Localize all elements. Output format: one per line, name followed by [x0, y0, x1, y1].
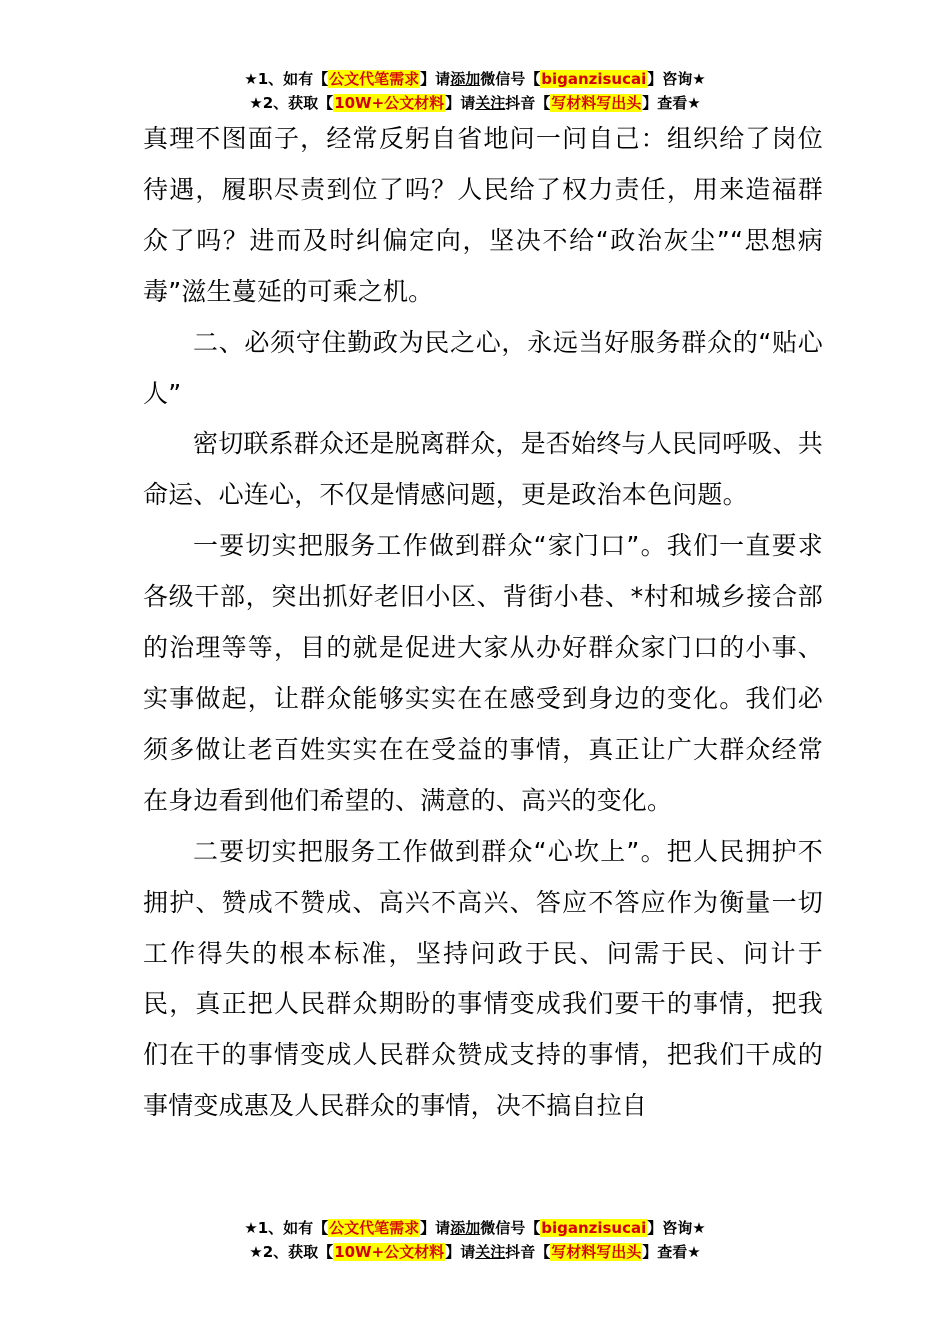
- section-heading: 二、必须守住勤政为民之心，永远当好服务群众的“贴心人”: [143, 327, 823, 408]
- highlight-materials: 10W+公文材料: [334, 94, 445, 112]
- paragraph: 一要切实把服务工作做到群众“家门口”。我们一直要求各级干部，突出抓好老旧小区、背街小巷、*村和城乡接合部的治理等等，目的就是促进大家从办好群众家门口的小事、实事做起，让群众能够实实在在感受到身边的变化。我们必须多做让老百姓实实在在受益的事情，真正让广大群众经常在身边看到他们希望的、满意的、高兴的变化。: [143, 531, 823, 815]
- header-banner-line-2: ★2、获取【10W+公文材料】请关注抖音【写材料写出头】查看★: [249, 94, 701, 112]
- paragraph: 密切联系群众还是脱离群众，是否始终与人民同呼吸、共命运、心连心，不仅是情感问题，更是政治本色问题。: [143, 429, 824, 510]
- highlight-service: 公文代笔需求: [329, 1219, 420, 1237]
- footer-banner-line-2: ★2、获取【10W+公文材料】请关注抖音【写材料写出头】查看★: [249, 1243, 701, 1261]
- footer-banner: [0, 1216, 950, 1264]
- highlight-douyin-account: 写材料写出头: [551, 1243, 642, 1261]
- paragraph-continuation: 真理不图面子，经常反躬自省地问一问自己：组织给了岗位待遇，履职尽责到位了吗？人民给了权力责任，用来造福群众了吗？进而及时纠偏定向，坚决不给“政治灰尘”“思想病毒”滋生蔓延的可乘之机。: [143, 124, 823, 306]
- paragraph: 二要切实把服务工作做到群众“心坎上”。把人民拥护不拥护、赞成不赞成、高兴不高兴、答应不答应作为衡量一切工作得失的根本标准，坚持问政于民、问需于民、问计于民，真正把人民群众期盼的事情变成我们要干的事情，把我们在干的事情变成人民群众赞成支持的事情，把我们干成的事情变成惠及人民群众的事情，决不搞自拉自: [143, 836, 823, 1121]
- highlight-materials: 10W+公文材料: [334, 1243, 445, 1261]
- highlight-service: 公文代笔需求: [329, 70, 420, 88]
- footer-banner-line-1: ★1、如有【公文代笔需求】请添加微信号【biganzisucai】咨询★: [244, 1219, 706, 1237]
- header-banner-line-1: ★1、如有【公文代笔需求】请添加微信号【biganzisucai】咨询★: [244, 70, 706, 88]
- highlight-wechat-id: biganzisucai: [541, 70, 647, 88]
- document-body: [143, 114, 823, 1132]
- header-banner: [0, 67, 950, 115]
- highlight-wechat-id: biganzisucai: [541, 1219, 647, 1237]
- highlight-douyin-account: 写材料写出头: [551, 94, 642, 112]
